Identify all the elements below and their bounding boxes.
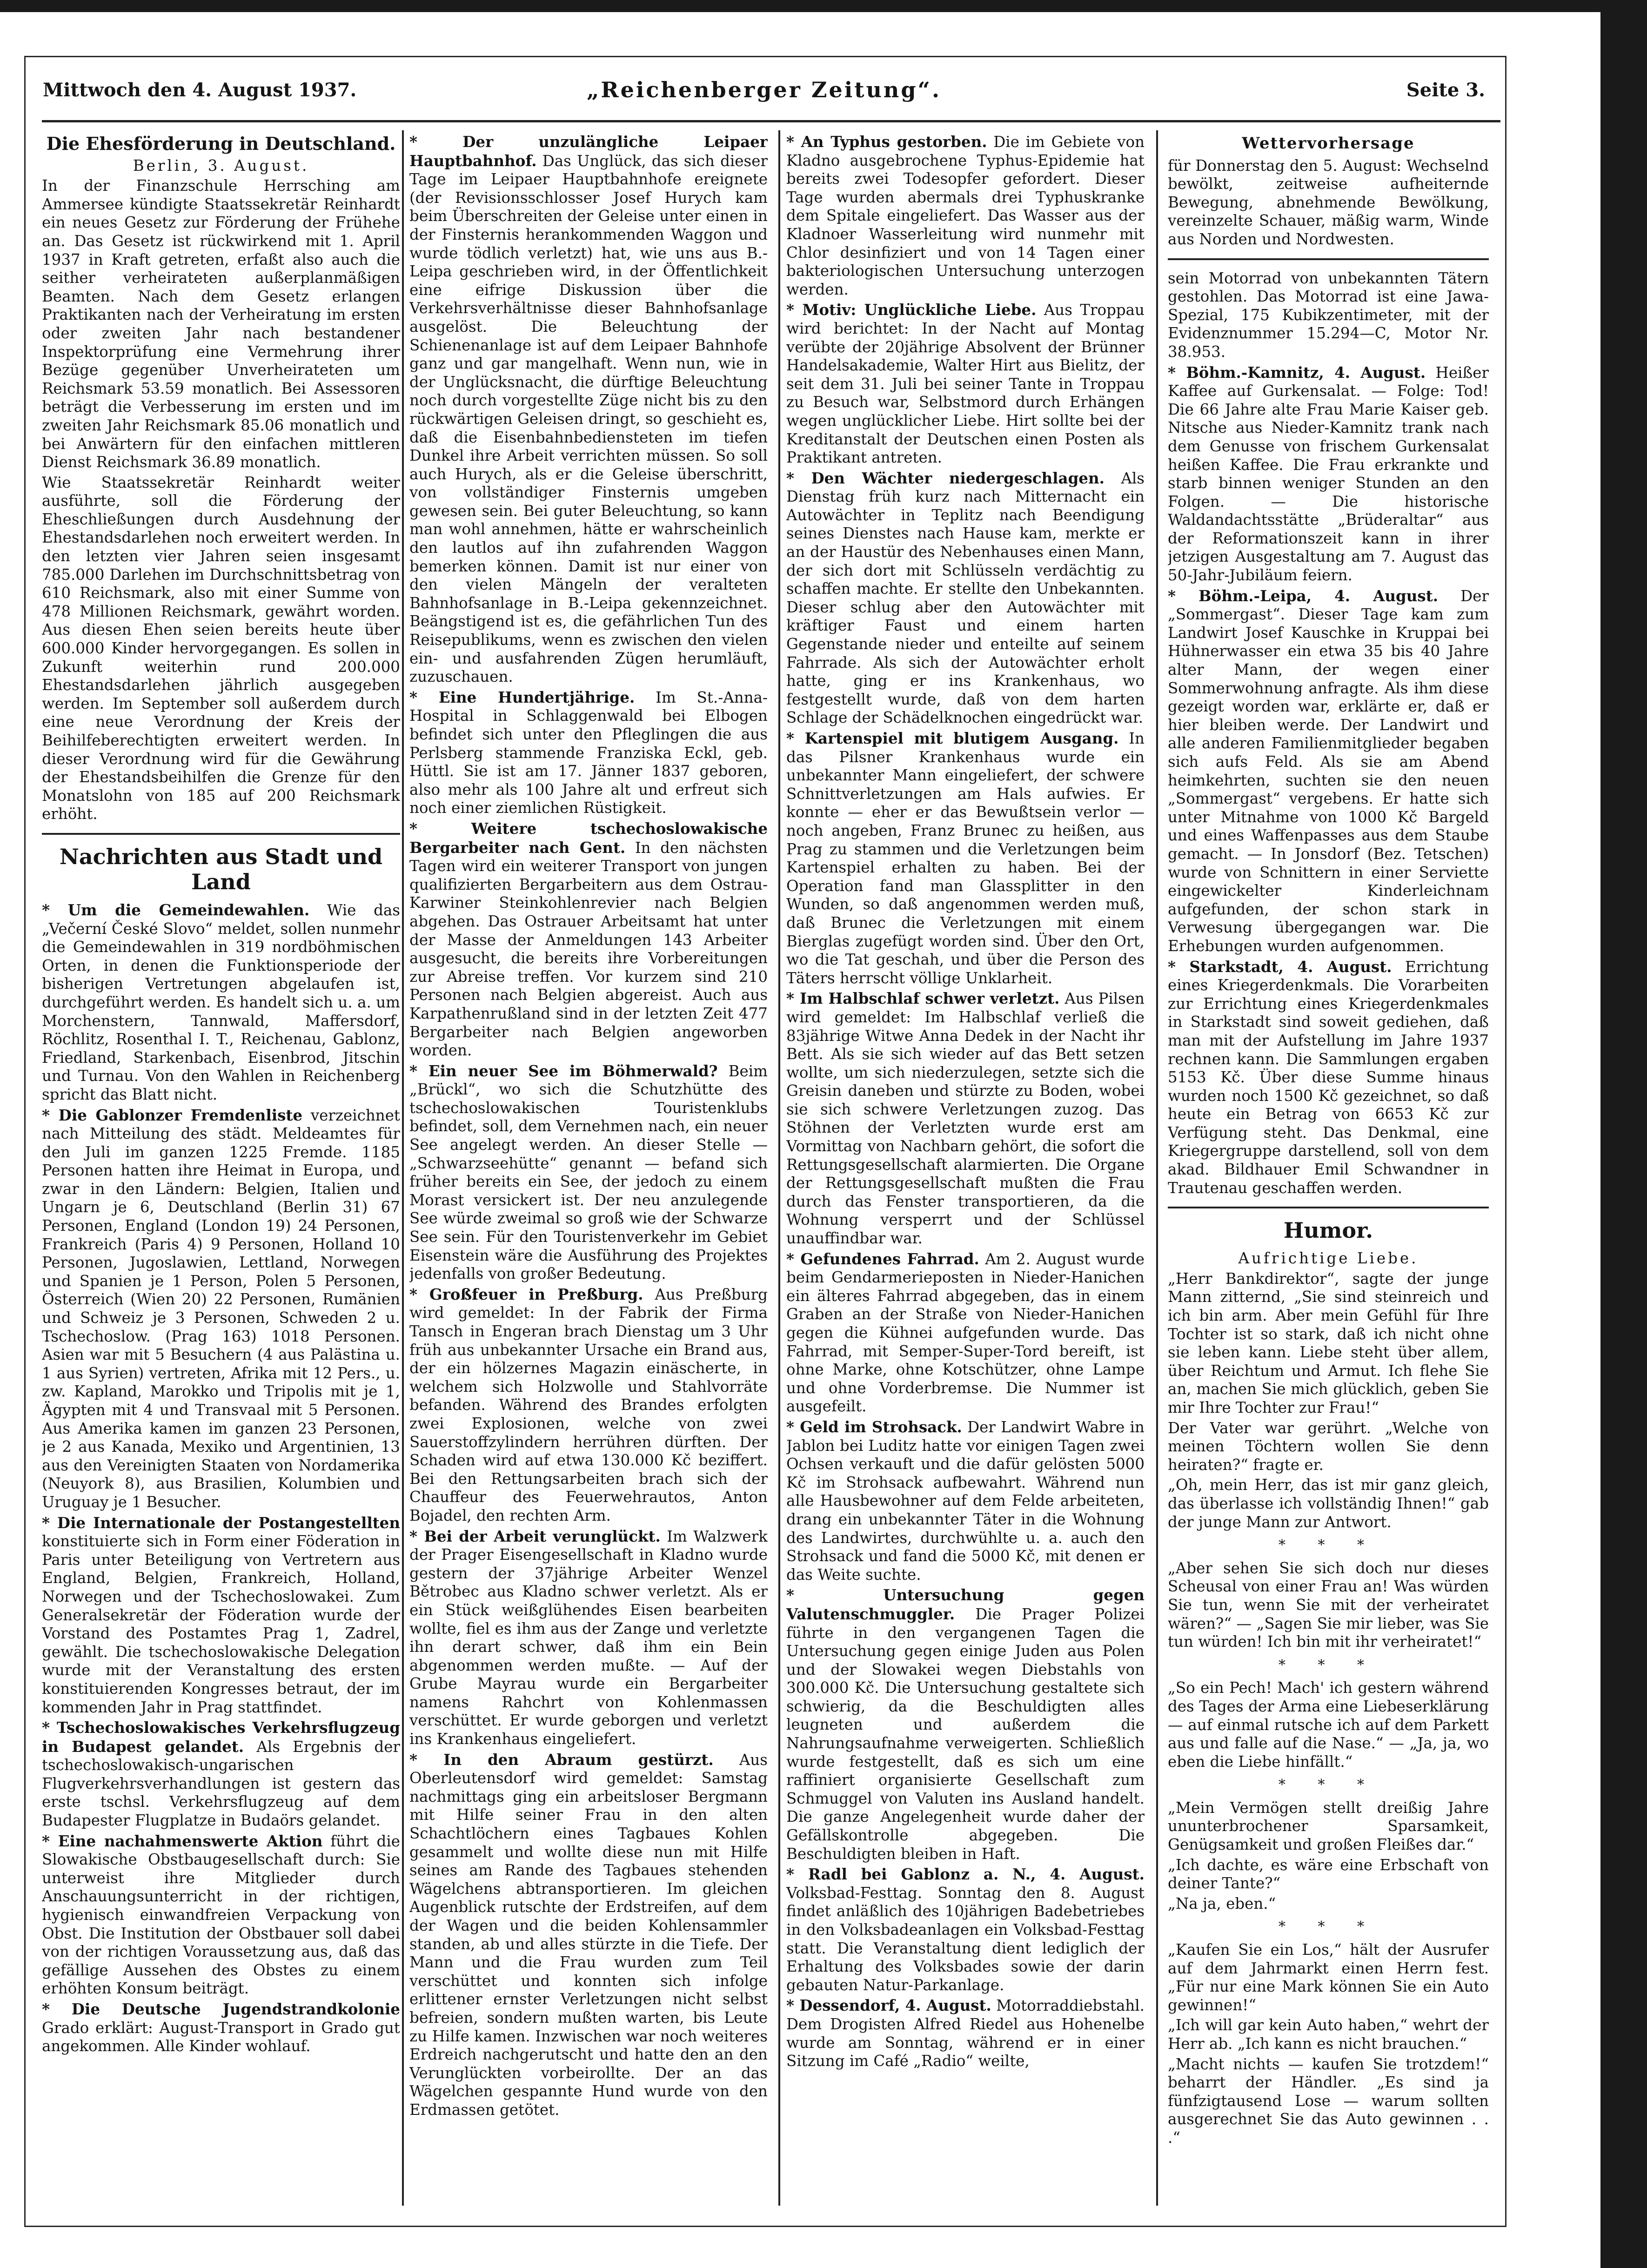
news-item: [786, 301, 1145, 467]
scan-border-right: [1600, 0, 1647, 2268]
issue-date: Mittwoch den 4. August 1937.: [43, 79, 357, 101]
news-item-title: * Tschechoslowakisches Verkehrsflugzeug in Budapest gelandet.: [42, 1718, 400, 1756]
news-item-title: * Um die Gemeindewahlen.: [42, 900, 310, 919]
humor-paragraph: „Oh, mein Herr, das ist mir ganz gleich, das überlasse ich vollständig Ihnen!“ gab der junge Mann zur Antwort.: [1168, 1476, 1489, 1531]
article-paragraph: Wie Staatssekretär Reinhardt weiter ausführte, soll die Förderung der Eheschließungen durch Ausdehnung der Ehestandsdarlehen noch erweitert werden. In den letzten vier Jahren seien insgesamt 785.000 Darlehen im Durchschnittsbetrag von 610 Reichsmark, also mit einer Summe von 478 Millionen Reichsmark, gewährt worden. Aus diesen Ehen seien bereits heute über 600.000 Kinder hervorgegangen. Es sollen in Zukunft weiterhin rund 200.000 Ehestandsdarlehen jährlich ausgegeben werden. Im September soll außerdem durch eine neue Verordnung der Kreis der Beihilfeberechtigten erweitert werden. In dieser Verordnung wird für die Gewährung der Ehestandsbeihilfen die Grenze für den Monatslohn von 185 auf 200 Reichsmark erhöht.: [42, 473, 400, 823]
news-item-body: Im Walzwerk der Prager Eisengesellschaft in Kladno wurde gestern der 37jährige Arbeiter Wenzel Bětrobec aus Kladno schwer verletzt. Als er ein Stück weißglühendes Eisen bearbeiten wollte, fiel es ihm aus der Zange und verletzte ihn derart schwer, daß ihm ein Bein abgenommen werden mußte. — Auf der Grube Mayrau wurde ein Bergarbeiter namens Rahchrt von Kohlenmassen verschüttet. Er wurde geborgen und verletzt ins Krankenhaus eingeliefert.: [409, 1527, 768, 1748]
column-rule-1: [402, 130, 404, 2206]
news-item: [786, 469, 1145, 727]
page-number: Seite 3.: [1406, 79, 1485, 101]
news-item-body: In den nächsten Tagen wird ein weiterer Transport von jungen qualifizierten Bergarbeitern aus dem Ostrau-Karwiner Steinkohlenrevier nach Belgien abgehen. Das Ostrauer Arbeitsamt hat unter der Masse der Anmeldungen 143 Arbeiter ausgesucht, die bereits ihre Vorbereitungen zur Abreise treffen. Vor kurzem sind 210 Personen nach Belgien abgereist. Auch aus Karpathenrußland sind in der letzten Zeit 477 Bergarbeiter nach Belgien angeworben worden.: [409, 839, 768, 1060]
news-item-title: * Gefundenes Fahrrad.: [786, 1249, 979, 1268]
news-item-title: * Eine nachahmenswerte Aktion: [42, 1832, 323, 1850]
news-item-body: Am 2. August wurde beim Gendarmerieposten in Nieder-Hanichen ein älteres Fahrrad abgegeben, das in einem Graben an der Straße von Nieder-Hanichen gegen die Kühnei aufgefunden wurde. Das Fahrrad, mit Semper-Super-Tord bereift, ist ohne Marke, ohne Kotschützer, ohne Lampe und ohne Vorderbremse. Die Nummer ist ausgefeilt.: [786, 1250, 1145, 1416]
weather-heading: Wettervorhersage: [1242, 134, 1415, 153]
news-item-title: * Motiv: Unglückliche Liebe.: [786, 301, 1037, 319]
news-item-body: Aus Oberleutensdorf wird gemeldet: Samstag nachmittags ging ein arbeitsloser Bergmann mit Hilfe seiner Frau in den alten Schachtlöchern eines Tagbaues Kohlen gesammelt und wollte diese nun mit Hilfe seines am Rande des Tagbaues stehenden Wägelchens abtransportieren. Im gleichen Augenblick rutschte der Erdstreifen, auf dem der Wagen und die beiden Kohlensammler standen, ab und alles stürzte in die Tiefe. Der Mann und die Frau wurden zum Teil verschüttet und konnten sich infolge erlittener ernster Verletzungen nicht selbst befreien, sondern mußten warten, bis Leute zu Hilfe kamen. Inzwischen war noch weiteres Erdreich nachgerutscht und hatte den an den Verunglückten vorbeirollte. Der an das Wägelchen gespannte Hund wurde von den Erdmassen getötet.: [409, 1751, 768, 2119]
humor-paragraph: „Ich will gar kein Auto haben,“ wehrt der Herr ab. „Ich kann es nicht brauchen.“: [1168, 2016, 1489, 2053]
humor-paragraph: „Ich dachte, es wäre eine Erbschaft von deiner Tante?“: [1168, 1856, 1489, 1892]
article-paragraph: In der Finanzschule Herrsching am Ammersee kündigte Staatssekretär Reinhardt ein neues Gesetz zur Förderung der Frühehe an. Das Gesetz ist rückwirkend mit 1. April 1937 in Kraft getreten, erfaßt also auch die seither verheirateten außerplanmäßigen Beamten. Nach dem Gesetz erlangen Praktikanten nach der Verheiratung im ersten oder zweiten Jahr nach bestandener Inspektorprüfung eine Vermehrung ihrer Bezüge gegenüber Unverheirateten um Reichsmark 53.59 monatlich. Bei Assessoren beträgt die Verbesserung im ersten und im zweiten Jahr Reichsmark 85.06 monatlich und bei Anwärtern für den einfachen mittleren Dienst Reichsmark 36.89 monatlich.: [42, 177, 400, 471]
news-item-title: * Böhm.-Kamnitz, 4. August.: [1168, 363, 1426, 382]
news-item: [786, 1418, 1145, 1584]
news-item: [786, 1250, 1145, 1416]
humor-subtitle: Aufrichtige Liebe.: [1238, 1249, 1419, 1268]
scan-border-top: [0, 0, 1647, 12]
news-item: [42, 2000, 400, 2056]
separator-stars: * * *: [1278, 1919, 1379, 1935]
news-item-body: Beim „Brückl“, wo sich die Schutzhütte des tschechoslowakischen Touristenklubs befindet, soll, dem Vernehmen nach, ein neuer See angelegt werden. An dieser Stelle — „Schwarzseehütte“ genannt — befand sich früher bereits ein See, der jedoch zu einem Morast versickert ist. Der neu anzulegende See würde zweimal so groß wie der Schwarze See sein. Für den Touristenverkehr im Gebiet Eisenstein wäre die Ausführung des Projektes jedenfalls von großer Bedeutung.: [409, 1062, 768, 1283]
humor-paragraph: „So ein Pech! Mach' ich gestern während des Tages der Arma eine Liebeserklärung — auf einmal rutsche ich auf dem Parkett aus und falle auf die Nase.“ — „Ja, ja, wo eben die Liebe hinfällt.“: [1168, 1679, 1489, 1771]
news-item-title: * Geld im Strohsack.: [786, 1417, 962, 1436]
continued-text: sein Motorrad von unbekannten Tätern gestohlen. Das Motorrad ist eine Jawa-Spezial, 175 Kubikzentimeter, mit der Evidenznummer 15.294—C, Motor Nr. 38.953.: [1168, 269, 1489, 361]
news-item-title: * Böhm.-Leipa, 4. August.: [1168, 586, 1439, 605]
news-item-body: Das Unglück, das sich dieser Tage im Leipaer Hauptbahnhofe ereignete (der Revisionsschlosser Josef Hurych kam beim Überschreiten der Geleise unter einen in der Finsternis herankommenden Waggon und wurde tödlich verletzt) hat, wie uns aus B.-Leipa geschrieben wird, in der Öffentlichkeit eine eifrige Diskussion über die Verkehrsverhältnisse dieser Bahnhofsanlage ausgelöst. Die Beleuchtung der Schienenanlage ist auf dem Leipaer Bahnhofe ganz und gar mangelhaft. Wenn nun, wie in der Unglücksnacht, die dürftige Beleuchtung noch durch vorgestellte Züge nicht bis zu den rückwärtigen Geleisen dringt, so geschieht es, daß die Eisenbahnbediensteten im tiefen Dunkel ihre Arbeit verrichten müssen. So soll auch Hurych, als er die Geleise überschritt, von vollständiger Finsternis umgeben gewesen sein. Bei guter Beleuchtung, so kann man wohl annehmen, hätte er wahrscheinlich den lautlos auf ihn zufahrenden Waggon bemerken können. Damit ist nur einer von den vielen Mängeln der veralteten Bahnhofsanlage in B.-Leipa gekennzeichnet. Beängstigend ist es, die gefährlichen Tun des Reisepublikums, wenn es zwischen den vielen ein- und ausfahrenden Zügen herumläuft, zuzuschauen.: [409, 152, 768, 686]
section-divider: [1168, 1207, 1489, 1208]
news-item: [42, 1514, 400, 1717]
column-rule-2: [778, 130, 780, 2206]
news-item: [786, 989, 1145, 1248]
separator-stars: * * *: [1278, 1657, 1379, 1673]
news-item-body: Der Landwirt Wabre in Jablon bei Luditz hatte vor einigen Tagen zwei Ochsen verkauft und die dafür gelösten 5000 Kč im Strohsack aufbewahrt. Während nun alle Hausbewohner auf dem Felde arbeiteten, drang ein unbekannter Täter in die Wohnung des Landwirtes, durchwühlte u. a. auch den Strohsack und fand die 5000 Kč, mit denen er das Weite suchte.: [786, 1418, 1145, 1584]
news-item-title: * Kartenspiel mit blutigem Ausgang.: [786, 729, 1119, 747]
news-item-title: * Die Deutsche Jugendstrandkolonie: [42, 2000, 400, 2018]
news-item-body: Die im Gebiete von Kladno ausgebrochene Typhus-Epidemie hat bereits zwei Todesopfer gefordert. Dieser Tage wurden abermals drei Typhuskranke dem Spitale eingeliefert. Das Wasser aus der Kladnoer Wasserleitung wird nunmehr mit Chlor desinfiziert und von 14 Tagen einer bakteriologischen Untersuchung unterzogen werden.: [786, 133, 1145, 298]
news-item: [42, 1832, 400, 1998]
humor-heading: Humor.: [1283, 1218, 1373, 1243]
news-item-body: Volksbad-Festtag. Sonntag den 8. August findet anläßlich des 10jährigen Badebetriebes in den Volksbadeanlagen ein Volksbad-Festtag statt. Die Veranstaltung dient lediglich der Erhaltung des Volksbades sowie der darin gebauten Natur-Parkanlage.: [786, 1884, 1145, 1994]
column-3: [786, 133, 1145, 2203]
news-item-title: * Bei der Arbeit verunglückt.: [409, 1527, 661, 1545]
news-item-title: * Die Gablonzer Fremdenliste: [42, 1106, 303, 1124]
news-item-title: * Großfeuer in Preßburg.: [409, 1285, 643, 1303]
news-item-body: Aus Pilsen wird gemeldet: Im Halbschlaf verließ die 83jährige Witwe Anna Dedek in der Nacht ihr Bett. Als sie sich wieder auf das Bett setzen wollte, um sich niederzulegen, setzte sich die Greisin daneben und stürzte zu Boden, wobei sie sich schwere Verletzungen zuzog. Das Stöhnen der Verletzten wurde erst am Vormittag von Nachbarn gehört, die sofort die Rettungsgesellschaft alarmierten. Die Organe der Rettungsgesellschaft mußten die Frau durch das Fenster transportieren, da die Wohnung versperrt und der Schlüssel unauffindbar war.: [786, 990, 1145, 1248]
article-headline: Die Ehesförderung in Deutschland.: [46, 133, 396, 154]
humor-paragraph: „Herr Bankdirektor“, sagte der junge Mann zitternd, „Sie sind steinreich und ich bin arm. Aber mein Gefühl für Ihre Tochter ist so stark, daß ich nicht ohne sie leben kann. Liebe steht über allem, über Reichtum und Armut. Ich flehe Sie an, machen Sie mich glücklich, geben Sie mir Ihre Tochter zur Frau!“: [1168, 1269, 1489, 1416]
news-item: [409, 133, 768, 686]
news-item: [786, 1996, 1145, 2070]
news-item: [409, 1527, 768, 1749]
section-heading: Nachrichten aus Stadt und Land: [59, 844, 383, 894]
column-rule-3: [1156, 130, 1158, 2206]
humor-paragraph: „Aber sehen Sie sich doch nur dieses Scheusal von einer Frau an! Was würden Sie tun, wenn Sie mit der verheiratet wären?“ — „Sagen Sie mir lieber, was Sie tun würden! Ich bin mit ihr verheiratet!“: [1168, 1559, 1489, 1651]
news-item-body: Im St.-Anna-Hospital in Schlaggenwald bei Elbogen befindet sich unter den Pfleglingen die aus Perlsberg stammende Franziska Eckl, geb. Hüttl. Sie ist am 17. Jänner 1837 geboren, also mehr als 100 Jahre alt und erfreut sich noch einer ziemlichen Rüstigkeit.: [409, 688, 768, 817]
section-divider: [1168, 258, 1489, 260]
news-item: [409, 1285, 768, 1525]
news-item-body: verzeichnet nach Mitteilung des städt. Meldeamtes für den Juli im ganzen 1225 Fremde. 1185 Personen hatten ihre Heimat in Europa, und zwar in den Ländern: Belgien, Italien und Ungarn je 6, Deutschland (Berlin 31) 67 Personen, England (London 19) 24 Personen, Frankreich (Paris 4) 9 Personen, Holland 10 Personen, Jugoslawien, Lettland, Norwegen und Spanien je 1 Person, Polen 5 Personen, Österreich (Wien 20) 22 Personen, Rumänien und Schweiz je 3 Personen, Schweden 2 u. Tschechoslow. (Prag 163) 1018 Personen. Asien war mit 5 Besuchern (4 aus Palästina u. 1 aus Syrien) vertreten, Afrika mit 12 Pers., u. zw. Kapland, Marokko und Tripolis mit je 1, Ägypten mit 4 und Transvaal mit 5 Personen. Aus Amerika kamen im ganzen 23 Personen, je 2 aus Kanada, Mexiko und Argentinien, 13 aus den Vereinigten Staaten von Nordamerika (Neuyork 8), aus Brasilien, Kolumbien und Uruguay je 1 Besucher.: [42, 1106, 400, 1511]
news-item-title: * In den Abraum gestürzt.: [409, 1750, 714, 1769]
news-item-title: * Radl bei Gablonz a. N., 4. August.: [786, 1865, 1145, 1884]
news-item: [1168, 958, 1489, 1198]
news-item: [786, 133, 1145, 299]
news-item: [786, 729, 1145, 987]
news-item: [786, 1586, 1145, 1863]
humor-paragraph: „Na ja, eben.“: [1168, 1894, 1276, 1912]
column-4: [1168, 133, 1489, 2203]
separator-stars: * * *: [1278, 1537, 1379, 1554]
news-item-body: Aus Preßburg wird gemeldet: In der Fabrik der Firma Tansch in Engeran brach Dienstag um 3 Uhr früh aus unbekannter Ursache ein Brand aus, der ein hölzernes Magazin einäscherte, in welchem sich Holzwolle und Stahlvorräte befanden. Während des Brandes erfolgten zwei Explosionen, welche von zwei Sauerstoffzylindern herrühren dürften. Der Schaden wird auf etwa 130.000 Kč beziffert. Bei den Rettungsarbeiten brach sich der Chauffeur des Feuerwehrautos, Anton Bojadel, den rechten Arm.: [409, 1285, 768, 1524]
news-item-body: Wie das „Večerní České Slovo“ meldet, sollen nunmehr die Gemeindewahlen in 319 nordböhmischen Orten, in denen die Funktionsperiode der bisherigen Vertretungen abgelaufen ist, durchgeführt werden. Es handelt sich u. a. um Morchenstern, Tannwald, Maffersdorf, Röchlitz, Rosenthal I. T., Reichenau, Gablonz, Friedland, Starkenbach, Eisenbrod, Jitschin und Turnau. Von den Wahlen in Reichenberg spricht das Blatt nicht.: [42, 901, 400, 1103]
news-item: [42, 1718, 400, 1830]
news-item-body: Errichtung eines Kriegerdenkmals. Die Vorarbeiten zur Errichtung eines Kriegerdenkmales in Starkstadt sind soweit gediehen, daß man mit der Aufstellung im Jahre 1937 rechnen kann. Die Sammlungen ergaben 5153 Kč. Über diese Summe hinaus wurden noch 1500 Kč gezeichnet, so daß heute ein Betrag von 6653 Kč zur Verfügung steht. Das Denkmal, eine Kriegergruppe darstellend, soll von dem akad. Bildhauer Emil Schwandner in Trautenau geschaffen werden.: [1168, 958, 1489, 1197]
news-item-title: * Den Wächter niedergeschlagen.: [786, 469, 1105, 487]
news-item-title: * Ein neuer See im Böhmerwald?: [409, 1061, 718, 1080]
news-item: [409, 819, 768, 1060]
page-header: [24, 74, 1504, 107]
news-item-title: * Untersuchung gegen Valutenschmuggler.: [786, 1586, 1145, 1623]
news-item-body: führt die Slowakische Obstbaugesellschaft durch: Sie unterweist ihre Mitglieder durch Anschauungsunterricht in der richtigen, hygienisch einwandfreien Verpackung von Obst. Die Institution der Obstbauer soll dabei von der richtigen Voraussetzung aus, daß das gefällige Aussehen des Obstes zu einem erhöhten Konsum beiträgt.: [42, 1832, 400, 1998]
news-item: [42, 1106, 400, 1512]
news-item-body: In das Pilsner Krankenhaus wurde ein unbekannter Mann eingeliefert, der schwere Schnittverletzungen am Hals aufwies. Er konnte — eher er das Bewußtsein verlor — noch angeben, Franz Brunec zu heißen, aus Prag zu stammen und die Verletzungen beim Kartenspiel erhalten zu haben. Bei der Operation fand man Glassplitter in den Wunden, so daß angenommen werden muß, daß Brunec die Verletzungen mit einem Bierglas zugefügt worden sind. Über den Ort, wo die Tat geschah, und über die Person des Täters herrscht völlige Unklarheit.: [786, 730, 1145, 987]
humor-paragraph: „Mein Vermögen stellt dreißig Jahre ununterbrochener Sparsamkeit, Genügsamkeit und großen Fleißes dar.“: [1168, 1798, 1489, 1854]
news-item-body: Als Ergebnis der tschechoslowakisch-ungarischen Flugverkehrsverhandlungen ist gestern das erste tschsl. Verkehrsflugzeug auf dem Budapester Flugplatze in Budaörs gelandet.: [42, 1738, 400, 1830]
news-item: [786, 1865, 1145, 1994]
separator-stars: * * *: [1278, 1777, 1379, 1793]
column-2: [409, 133, 768, 2203]
news-item-body: konstituierte sich in Form einer Föderation in Paris unter Beteiligung von Vertretern aus England, Belgien, Frankreich, Holland, Norwegen und der Tschechoslowakei. Zum Generalsekretär der Föderation wurde der Vorstand des Postamtes Prag 1, Zadrel, gewählt. Die tschechoslowakische Delegation wurde mit der Veranstaltung des ersten konstituierenden Kongresses betraut, der im kommenden Jahr in Prag stattfindet.: [42, 1532, 400, 1716]
header-rule: [42, 120, 1500, 122]
dateline: Berlin, 3. August.: [133, 156, 309, 174]
news-item-body: Motorraddiebstahl. Dem Drogisten Alfred Riedel aus Hohenelbe wurde am Sonntag, während er in einer Sitzung im Café „Radio“ weilte,: [786, 1997, 1145, 2070]
news-item-body: Die Prager Polizei führte in den vergangenen Tagen die Untersuchung gegen einige Juden aus Polen und der Slowakei wegen Diebstahls von 300.000 Kč. Die Untersuchung gestaltete sich schwierig, da die Beschuldigten alles leugneten und außerdem die Nahrungsaufnahme verweigerten. Schließlich wurde festgestellt, daß es sich um eine raffiniert organisierte Gesellschaft zum Schmuggel von Valuten ins Ausland handelt. Die ganze Angelegenheit wurde daher der Gefällskontrolle abgegeben. Die Beschuldigten bleiben in Haft.: [786, 1605, 1145, 1863]
news-item-title: * Eine Hundertjährige.: [409, 688, 635, 706]
news-item-body: Der „Sommergast“. Dieser Tage kam zum Landwirt Josef Kauschke in Kruppai bei Hühnerwasser ein etwa 35 bis 40 Jahre alter Mann, der wegen einer Sommerwohnung anfragte. Als ihm diese gezeigt worden war, erklärte er, daß er hier bleiben werde. Der Landwirt und alle anderen Familienmitglieder begaben sich aufs Feld. Als sie am Abend heimkehrten, suchten sie den neuen „Sommergast“ vergebens. Er hatte sich unter Mitnahme von 1000 Kč Bargeld und eines Waffenpasses aus dem Staube gemacht. — In Jonsdorf (Bez. Tetschen) wurde von Schnittern in einer Serviette eingewickelter Kinderleichnam aufgefunden, der schon stark in Verwesung übergegangen war. Die Erhebungen wurden aufgenommen.: [1168, 587, 1489, 955]
news-item: [409, 688, 768, 818]
news-item-title: * Der unzulängliche Leipaer Hauptbahnhof.: [409, 133, 768, 170]
news-item: [409, 1062, 768, 1283]
news-item: [1168, 587, 1489, 956]
news-item-title: * Im Halbschlaf schwer verletzt.: [786, 989, 1060, 1008]
humor-paragraph: „Kaufen Sie ein Los,“ hält der Ausrufer auf dem Jahrmarkt einen Herrn fest. „Für nur eine Mark können Sie ein Auto gewinnen!“: [1168, 1941, 1489, 2014]
news-item-body: Heißer Kaffee auf Gurkensalat. — Folge: Tod! Die 66 Jahre alte Frau Marie Kaiser geb. Nitsche aus Nieder-Kamnitz trank nach dem Genusse von frischem Gurkensalat heißen Kaffee. Die Frau erkrankte und starb binnen weniger Stunden an den Folgen. — Die historische Waldandachtsstätte „Brüderaltar“ aus der Reformationszeit kann in ihrer jetzigen Ausgestaltung am 7. August das 50-Jahr-Jubiläum feiern.: [1168, 363, 1489, 584]
news-item-body: Grado erklärt: August-Transport in Grado gut angekommen. Alle Kinder wohlauf.: [42, 2019, 400, 2055]
news-item: [1168, 363, 1489, 585]
news-item-title: * An Typhus gestorben.: [786, 133, 987, 151]
masthead: „Reichenberger Zeitung“.: [586, 77, 942, 102]
news-item-body: Als Dienstag früh kurz nach Mitternacht ein Autowächter in Teplitz nach Beendigung seines Dienstes nach Hause kam, merkte er an der Haustür des Nebenhauses einen Mann, der sich dort mit Schlüsseln verdächtig zu schaffen machte. Er stellte den Unbekannten. Dieser schlug aber den Autowächter mit kräftiger Faust und einem harten Gegenstande nieder und enteilte auf seinem Fahrrade. Als sich der Autowächter erholt hatte, ging er ins Krankenhaus, wo festgestellt wurde, daß von dem harten Schlage der Schädelknochen eingedrückt war.: [786, 469, 1145, 727]
section-divider: [42, 833, 400, 835]
weather-forecast: für Donnerstag den 5. August: Wechselnd bewölkt, zeitweise aufheiternde Bewegung, abnehmende Bewölkung, vereinzelte Schauer, mäßig warm, Winde aus Norden und Nordwesten.: [1168, 156, 1489, 248]
column-1: [42, 133, 400, 2203]
news-item-title: * Die Internationale der Postangestellten: [42, 1513, 400, 1532]
news-item-title: * Dessendorf, 4. August.: [786, 1996, 991, 2015]
news-item-title: * Starkstadt, 4. August.: [1168, 957, 1392, 976]
news-item: [409, 1751, 768, 2120]
news-item-title: * Weitere tschechoslowakische Bergarbeiter nach Gent.: [409, 819, 768, 857]
humor-paragraph: „Macht nichts — kaufen Sie trotzdem!“ beharrt der Händler. „Es sind ja fünfzigtausend Lose — warum sollten ausgerechnet Sie das Auto gewinnen . . .“: [1168, 2055, 1489, 2147]
news-item: [42, 901, 400, 1104]
humor-paragraph: Der Vater war gerührt. „Welche von meinen Töchtern wollen Sie denn heiraten?“ fragte er.: [1168, 1419, 1489, 1474]
news-item-body: Aus Troppau wird berichtet: In der Nacht auf Montag verübte der 20jährige Absolvent der Brünner Handelsakademie, Walter Hirt aus Bielitz, der seit dem 31. Juli bei seiner Tante in Troppau zu Besuch war, Selbstmord durch Erhängen wegen unglücklicher Liebe. Hirt sollte bei der Kreditanstalt der Deutschen einen Posten als Praktikant antreten.: [786, 301, 1145, 467]
